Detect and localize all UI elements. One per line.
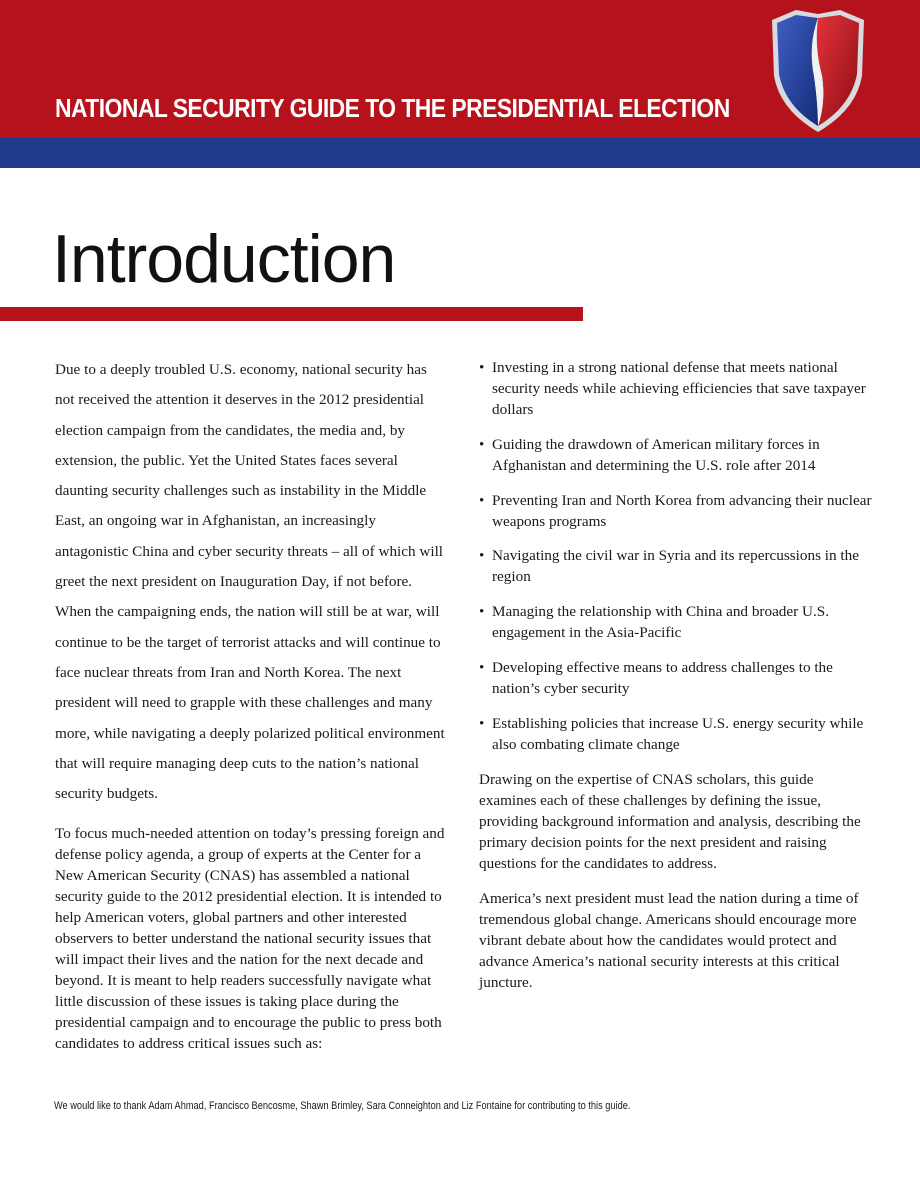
issues-bullet-list — [479, 357, 874, 755]
bullet-item: • Preventing Iran and North Korea from advancing their nuclear weapons programs — [479, 491, 872, 530]
bullet-dot-icon: • — [479, 491, 485, 509]
acknowledgement-footnote: We would like to thank Adam Ahmad, Francisco Bencosme, Shawn Brimley, Sara Conneighton and Liz Fontaine for contributing to this guide. — [54, 1100, 631, 1112]
bullet-item: • Managing the relationship with China and broader U.S. engagement in the Asia-Pacific — [479, 603, 830, 642]
bullet-item: • Guiding the drawdown of American military forces in Afghanistan and determining the U.S. role after 2014 — [479, 435, 820, 474]
left-column — [55, 355, 447, 1054]
right-paragraph-1: Drawing on the expertise of CNAS scholars, this guide examines each of these challenges by defining the issue, providing background information and analysis, describing the primary decision points for the next president and raising questions for the candidates to address. — [479, 770, 861, 872]
bullet-dot-icon: • — [479, 714, 485, 732]
bullet-item: • Investing in a strong national defense that meets national security needs while achieving efficiencies that save taxpayer dollars — [479, 359, 866, 418]
intro-paragraph-2: To focus much-needed attention on today’s pressing foreign and defense policy agenda, a group of experts at the Center for a New American Security (CNAS) has assembled a national security guide to the 2012 presidential election. It is intended to help American voters, global partners and other interested observers to better understand the national security issues that will impact their lives and the nation for the next decade and beyond. It is meant to help readers successfully navigate what little discussion of these issues is taking place during the presidential campaign and to encourage the public to press both candidates to address critical issues such as: — [55, 825, 445, 1053]
right-column — [479, 357, 874, 1007]
bullet-dot-icon: • — [479, 658, 485, 676]
shield-logo-icon — [768, 6, 868, 136]
bullet-dot-icon: • — [479, 603, 485, 621]
bullet-dot-icon: • — [479, 359, 485, 376]
bullet-dot-icon: • — [479, 547, 485, 565]
header-banner-blue — [0, 138, 920, 168]
title-underline-rule — [0, 307, 583, 321]
bullet-item: • Developing effective means to address challenges to the nation’s cyber security — [479, 658, 833, 697]
bullet-item: • Establishing policies that increase U.S. energy security while also combating climate change — [479, 714, 864, 753]
page-title: Introduction — [52, 221, 396, 297]
bullet-item: • Navigating the civil war in Syria and its repercussions in the region — [479, 547, 859, 586]
intro-paragraph-1: Due to a deeply troubled U.S. economy, national security has not received the attention it deserves in the 2012 presidential election campaign from the candidates, the media and, by extension, the public. Yet the United States faces several daunting security challenges such as instability in the Middle East, an ongoing war in Afghanistan, an increasingly antagonistic China and cyber security threats – all of which will greet the next president on Inauguration Day, if not before. When the campaigning ends, the nation will still be at war, will continue to be the target of terrorist attacks and will continue to face nuclear threats from Iran and North Korea. The next president will need to grapple with these challenges and many more, while navigating a deeply polarized political environment that will require managing deep cuts to the nation’s national security budgets. — [55, 361, 445, 803]
bullet-dot-icon: • — [479, 435, 485, 453]
banner-title: NATIONAL SECURITY GUIDE TO THE PRESIDENTIAL ELECTION — [55, 93, 730, 123]
right-paragraph-2: America’s next president must lead the nation during a time of tremendous global change. Americans should encourage more vibrant debate about how the candidates would protect and advance America’s national security interests at this critical juncture. — [479, 889, 859, 991]
